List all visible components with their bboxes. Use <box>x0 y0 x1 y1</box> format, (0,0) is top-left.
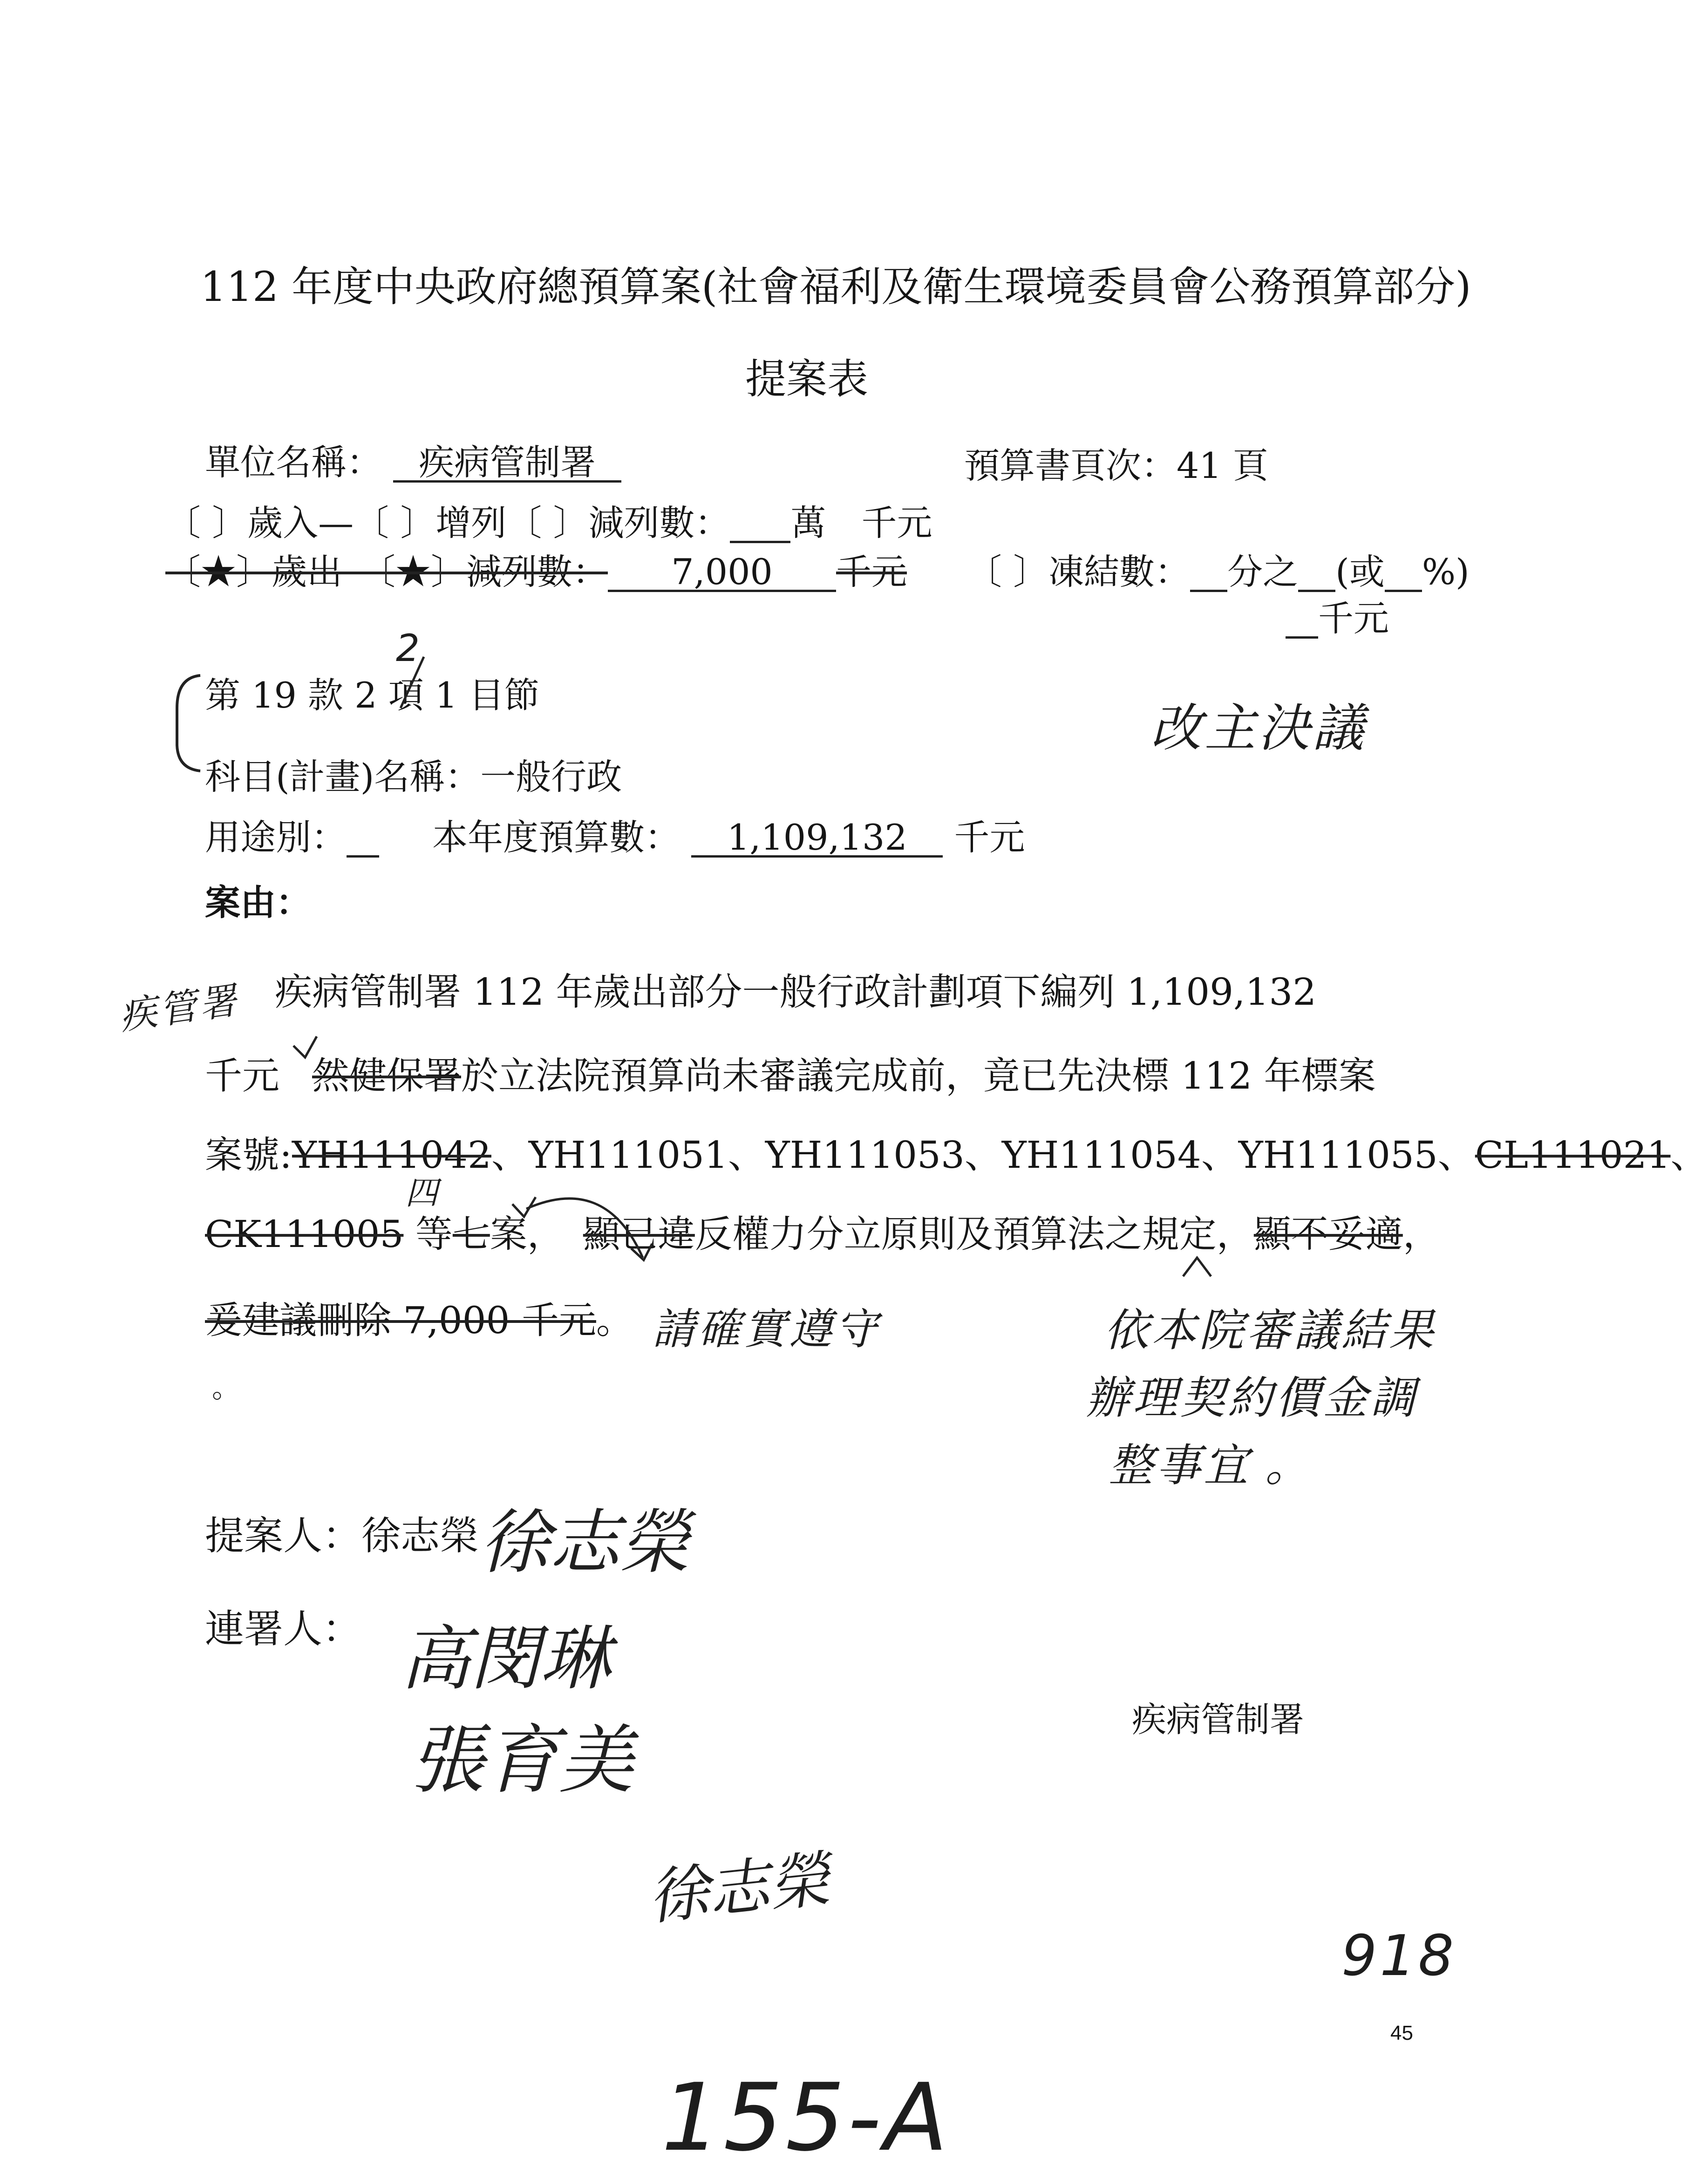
expenditure-amount: 7,000 <box>608 554 836 592</box>
revenue-row-label: 〔 〕歲入—〔 〕增列〔 〕減列數： <box>165 502 730 544</box>
document-title: 112 年度中央政府總預算案(社會福利及衛生環境委員會公務預算部分) <box>200 263 1471 311</box>
freeze-percent-label: (或 <box>1335 551 1385 593</box>
amend-resolution-note: 改主決議 <box>1150 698 1367 758</box>
margin-note-cdc: 疾管署 <box>116 978 242 1038</box>
expenditure-unit: 千元 <box>836 551 907 593</box>
budget-value: 1,109,132 <box>691 820 943 858</box>
bottom-code: 155-A <box>661 2064 951 2172</box>
hand-note-line-1: 依本院審議結果 <box>1104 1304 1436 1356</box>
hand-please-comply: 請確實遵守 <box>652 1304 881 1354</box>
reason-text: 等 <box>403 1213 453 1256</box>
hand-insert-four: 四 <box>405 1174 441 1212</box>
unit-value: 疾病管制署 <box>393 445 621 483</box>
struck-case-number: CK111005 <box>205 1213 404 1256</box>
handwritten-page-mark: 918 <box>1341 1924 1457 1989</box>
footer-agency: 疾病管制署 <box>1132 1700 1304 1740</box>
freeze-percent-end: %) <box>1422 551 1470 593</box>
left-brace <box>177 675 200 771</box>
cosigner-label: 連署人： <box>205 1606 362 1652</box>
reason-line-1: 疾病管制署 112 年歲出部分一般行政計劃項下編列 1,109,132 <box>275 970 1317 1014</box>
proposer-signature: 徐志榮 <box>480 1502 690 1583</box>
reason-text: 案， <box>490 1213 565 1256</box>
struck-text: 顯已違 <box>583 1213 695 1256</box>
reason-text: 。 <box>596 1299 633 1342</box>
freeze-label: 〔 〕凍結數： <box>966 551 1191 593</box>
reason-text: 於立法院預算尚未審議完成前，竟已先決標 112 年標案 <box>461 1054 1376 1097</box>
cosigner-signature-2: 張育美 <box>410 1717 634 1804</box>
item-line: 第 19 款 2 項 1 目節 <box>205 674 540 716</box>
struck-case-number: YH111042 <box>292 1133 491 1177</box>
hand-number-2: 2 <box>396 627 422 670</box>
unit-label: 單位名稱： <box>205 442 382 483</box>
insert-arrow <box>526 1199 643 1258</box>
reason-text: 反權力分立原則及預算法之規定， <box>694 1213 1254 1256</box>
reason-text: 、 <box>1670 1133 1708 1177</box>
proposer-name: 徐志榮 <box>361 1513 479 1559</box>
subject-line: 科目(計畫)名稱：一般行政 <box>205 756 622 797</box>
usage-label: 用途別： <box>205 817 347 858</box>
budget-label: 本年度預算數： <box>432 817 680 858</box>
struck-count: 七 <box>452 1213 490 1256</box>
reason-text: ， <box>1402 1213 1440 1256</box>
cosigner-signature-1: 高閔琳 <box>401 1619 611 1700</box>
page-number: 45 <box>1390 2022 1413 2044</box>
reason-text: 案號: <box>205 1133 292 1177</box>
hand-note-text: 整事宜 <box>1109 1439 1251 1492</box>
reason-label: 案由： <box>205 882 311 923</box>
case-numbers: 、YH111051、YH111053、YH111054、YH111055、 <box>491 1133 1475 1177</box>
check-mark-1 <box>293 1036 317 1057</box>
cosigner-signature-3: 徐志榮 <box>645 1843 833 1933</box>
document-subtitle: 提案表 <box>745 355 869 403</box>
insert-arrow-head <box>631 1244 652 1260</box>
struck-text: 爰建議刪除 7,000 千元 <box>205 1299 596 1342</box>
struck-case-number: CL111021 <box>1475 1133 1671 1177</box>
struck-text: 然健保署 <box>312 1054 461 1097</box>
proposer-label: 提案人： <box>205 1513 362 1559</box>
hand-note-line-2: 辦理契約價金調 <box>1085 1372 1418 1424</box>
budget-page-ref: 預算書頁次：41 頁 <box>964 445 1268 486</box>
freeze-unit: 千元 <box>1318 598 1389 639</box>
reason-line-6: 。 <box>212 1372 240 1404</box>
struck-text: 顯不妥適 <box>1253 1213 1403 1256</box>
freeze-fraction: 分之 <box>1227 551 1299 593</box>
caret-mark <box>1183 1258 1211 1276</box>
hand-stroke-1 <box>401 657 424 708</box>
reason-text: 千元 <box>205 1054 279 1097</box>
expenditure-row-label: 〔★〕歲出 〔★〕減列數： <box>165 551 608 593</box>
hand-note-end: 。 <box>1265 1439 1313 1492</box>
budget-unit: 千元 <box>954 817 1025 858</box>
revenue-row-unit: 萬 千元 <box>790 502 932 544</box>
